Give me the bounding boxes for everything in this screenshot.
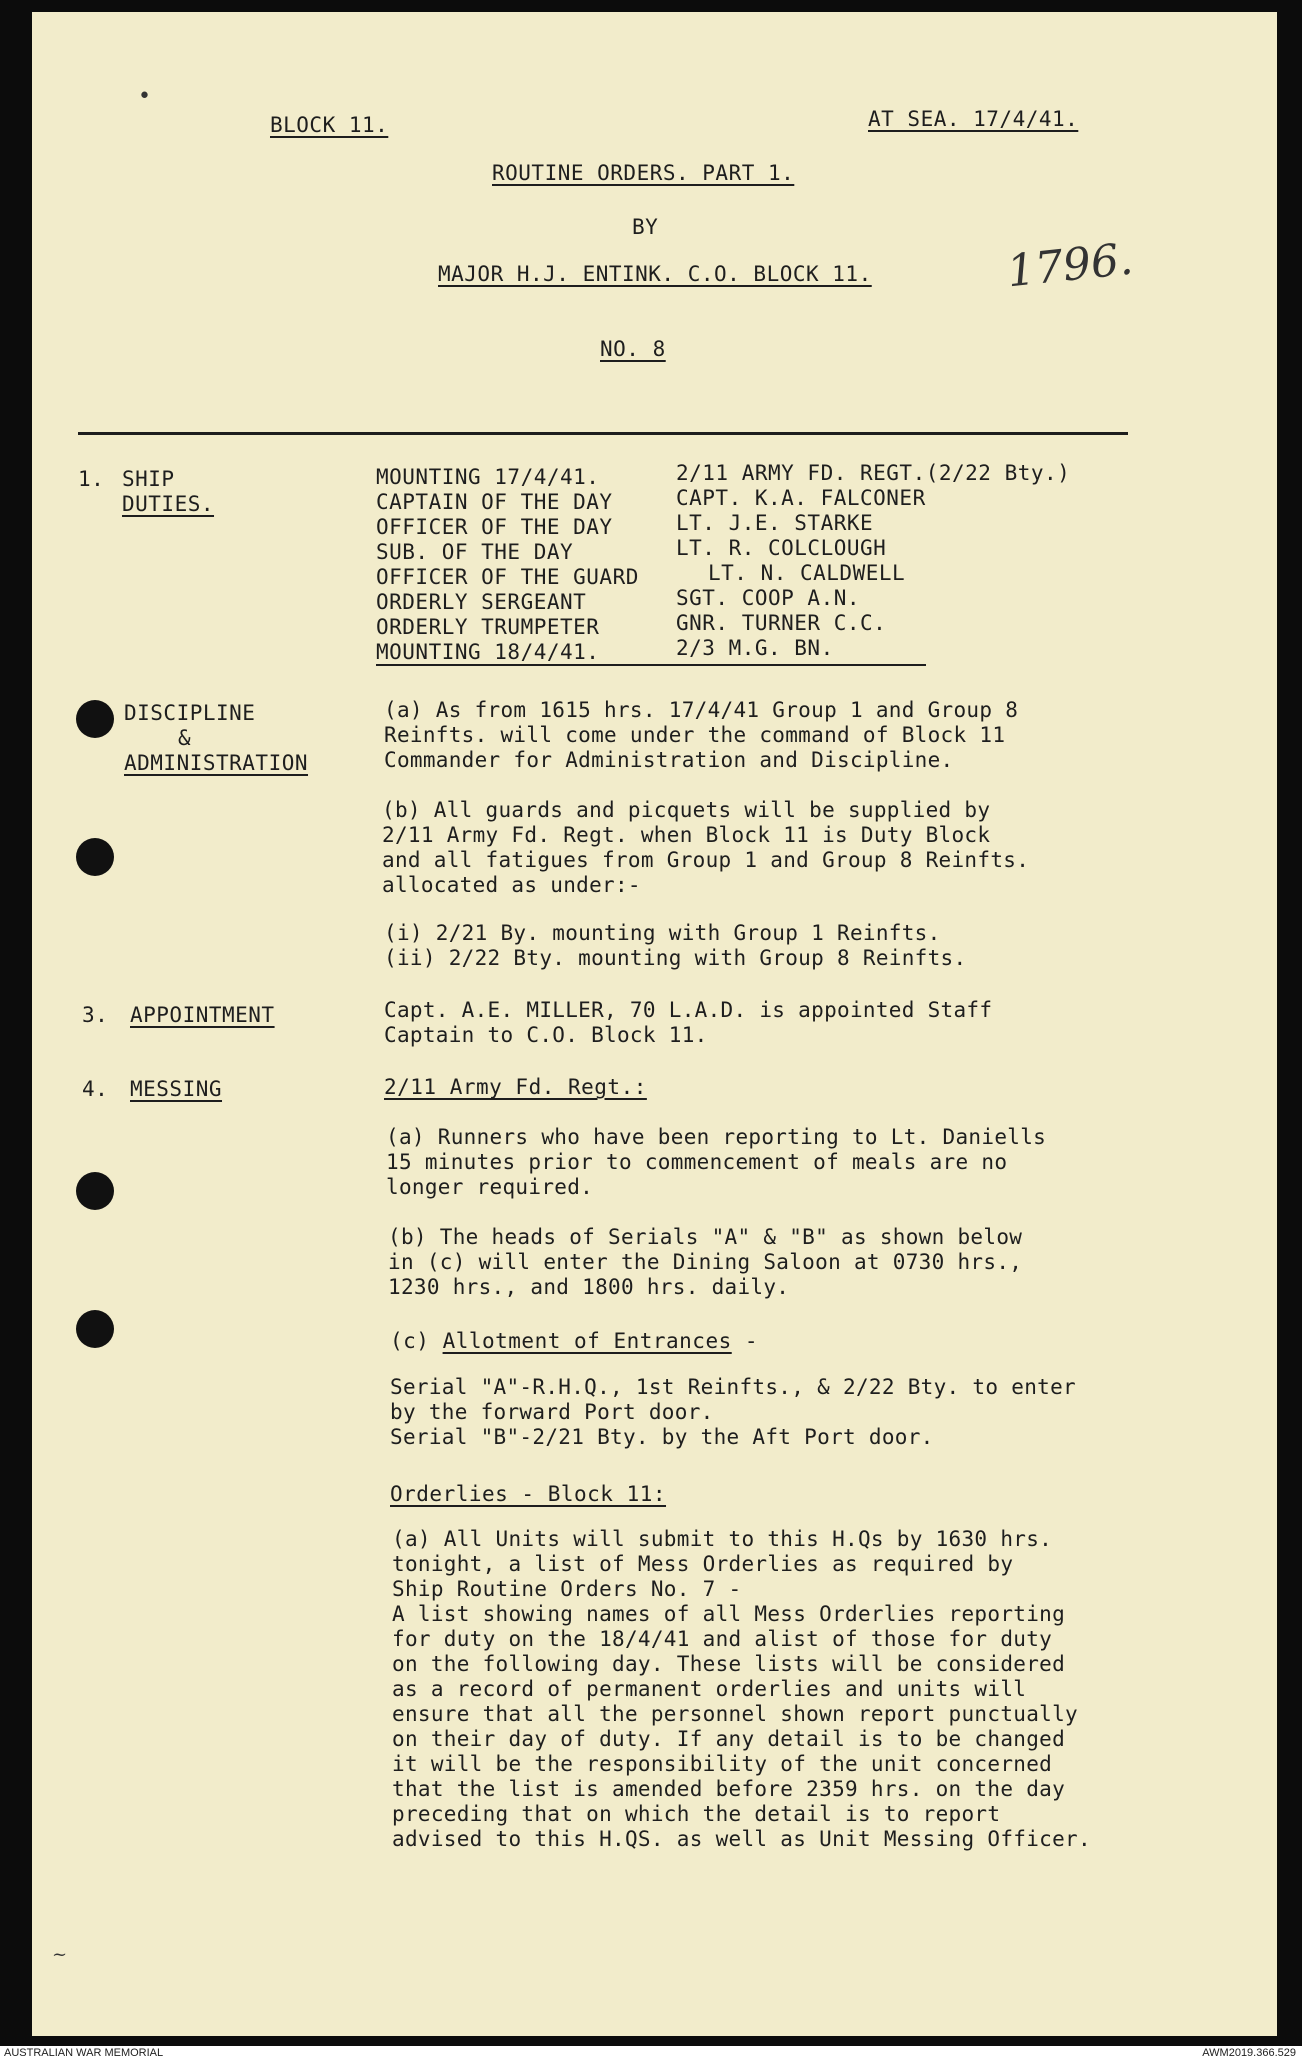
paragraph: (b) All guards and picquets will be supplied by 2/11 Army Fd. Regt. when Block 11 is Duty Block and all fatigues from Group 1 and Group 8 Reinfts. allocated as under:- bbox=[382, 798, 1030, 897]
ink-mark: • bbox=[138, 84, 151, 109]
duty-value: 2/11 ARMY FD. REGT.(2/22 Bty.) bbox=[676, 461, 1071, 485]
list-item: (i) 2/21 By. mounting with Group 1 Reinfts. bbox=[384, 921, 941, 945]
paragraph: Serial "A"-R.H.Q., 1st Reinfts., & 2/22 Bty. to enter by the forward Port door. Serial "B"-2/21 Bty. by the Aft Port door. bbox=[390, 1375, 1076, 1449]
duty-value: 2/3 M.G. BN. bbox=[676, 636, 834, 660]
section-title: & bbox=[178, 726, 192, 750]
block-label: BLOCK 11. bbox=[270, 113, 389, 137]
section-title: ADMINISTRATION bbox=[124, 751, 309, 775]
divider-line bbox=[78, 432, 1128, 435]
duty-label: ORDERLY TRUMPETER bbox=[376, 615, 600, 639]
section-title: SHIP bbox=[122, 467, 175, 491]
section-title: MESSING bbox=[130, 1077, 223, 1101]
duty-underline bbox=[376, 664, 926, 666]
document-page bbox=[32, 12, 1277, 2036]
location-date: AT SEA. 17/4/41. bbox=[868, 107, 1079, 131]
list-item: (ii) 2/22 Bty. mounting with Group 8 Reinfts. bbox=[384, 946, 967, 970]
orderlies-heading: Orderlies - Block 11: bbox=[390, 1482, 667, 1506]
paragraph: Capt. A.E. MILLER, 70 L.A.D. is appointed Staff Captain to C.O. Block 11. bbox=[384, 998, 993, 1047]
duty-label: ORDERLY SERGEANT bbox=[376, 590, 587, 614]
paragraph bbox=[390, 1331, 758, 1352]
issuer: MAJOR H.J. ENTINK. C.O. BLOCK 11. bbox=[438, 262, 872, 286]
section-title: APPOINTMENT bbox=[130, 1003, 275, 1027]
duty-value: CAPT. K.A. FALCONER bbox=[676, 486, 926, 510]
punch-hole bbox=[76, 1172, 114, 1210]
duty-value: SGT. COOP A.N. bbox=[676, 586, 861, 610]
duty-value: LT. N. CALDWELL bbox=[708, 561, 906, 585]
section-number: 1. bbox=[78, 467, 105, 491]
duty-label: SUB. OF THE DAY bbox=[376, 540, 574, 564]
duty-label: CAPTAIN OF THE DAY bbox=[376, 490, 613, 514]
duty-label: MOUNTING 17/4/41. bbox=[376, 465, 600, 489]
footer-source: AUSTRALIAN WAR MEMORIAL bbox=[4, 2047, 164, 2059]
order-number: NO. 8 bbox=[600, 337, 666, 361]
footer-bar bbox=[0, 2046, 1302, 2061]
para-c-prefix: (c) bbox=[390, 1329, 443, 1353]
para-c-suffix: - bbox=[731, 1329, 759, 1353]
punch-hole bbox=[76, 838, 114, 876]
duty-label: OFFICER OF THE GUARD bbox=[376, 565, 639, 589]
section-title: DISCIPLINE bbox=[124, 701, 256, 725]
duty-value: LT. J.E. STARKE bbox=[676, 511, 874, 535]
duty-value: LT. R. COLCLOUGH bbox=[676, 536, 887, 560]
paragraph: (a) All Units will submit to this H.Qs by 1630 hrs. tonight, a list of Mess Orderlies as required by Ship Routine Orders No. 7 - A list showing names of all Mess Orderlies reporting for duty on the 18/4/41 and alist of those for duty on the following day. These lists will be considered as a record of permanent orderlies and units will ensure that all the personnel shown report punctually on their day of duty. If any detail is to be changed it will be the responsibility of the unit concerned that the list is amended before 2359 hrs. on the day preceding that on which the detail is to report advised to this H.QS. as well as Unit Messing Officer. bbox=[392, 1527, 1091, 1851]
duty-label: MOUNTING 18/4/41. bbox=[376, 640, 600, 664]
punch-hole bbox=[76, 1310, 114, 1348]
footer-accession: AWM2019.366.529 bbox=[1202, 2047, 1296, 2059]
punch-hole bbox=[76, 700, 114, 738]
paragraph: (b) The heads of Serials "A" & "B" as shown below in (c) will enter the Dining Saloon at 0730 hrs., 1230 hrs., and 1800 hrs. daily. bbox=[388, 1225, 1023, 1299]
section-title: DUTIES. bbox=[122, 492, 215, 516]
handwritten-reference: 1796. bbox=[1004, 233, 1136, 298]
paragraph: (a) Runners who have been reporting to Lt. Daniells 15 minutes prior to commencement of meals are no longer required. bbox=[386, 1125, 1047, 1199]
by-line: BY bbox=[632, 215, 659, 239]
duty-value: GNR. TURNER C.C. bbox=[676, 611, 887, 635]
document-title: ROUTINE ORDERS. PART 1. bbox=[492, 161, 795, 185]
section-number: 4. bbox=[82, 1077, 109, 1101]
section-number: 3. bbox=[82, 1003, 109, 1027]
para-c-heading: Allotment of Entrances bbox=[442, 1329, 732, 1353]
ink-mark: ~ bbox=[52, 1944, 68, 1965]
unit-heading: 2/11 Army Fd. Regt.: bbox=[384, 1075, 647, 1099]
duty-label: OFFICER OF THE DAY bbox=[376, 515, 613, 539]
paragraph: (a) As from 1615 hrs. 17/4/41 Group 1 and Group 8 Reinfts. will come under the command of Block 11 Commander for Administration and Discipline. bbox=[384, 698, 1019, 772]
